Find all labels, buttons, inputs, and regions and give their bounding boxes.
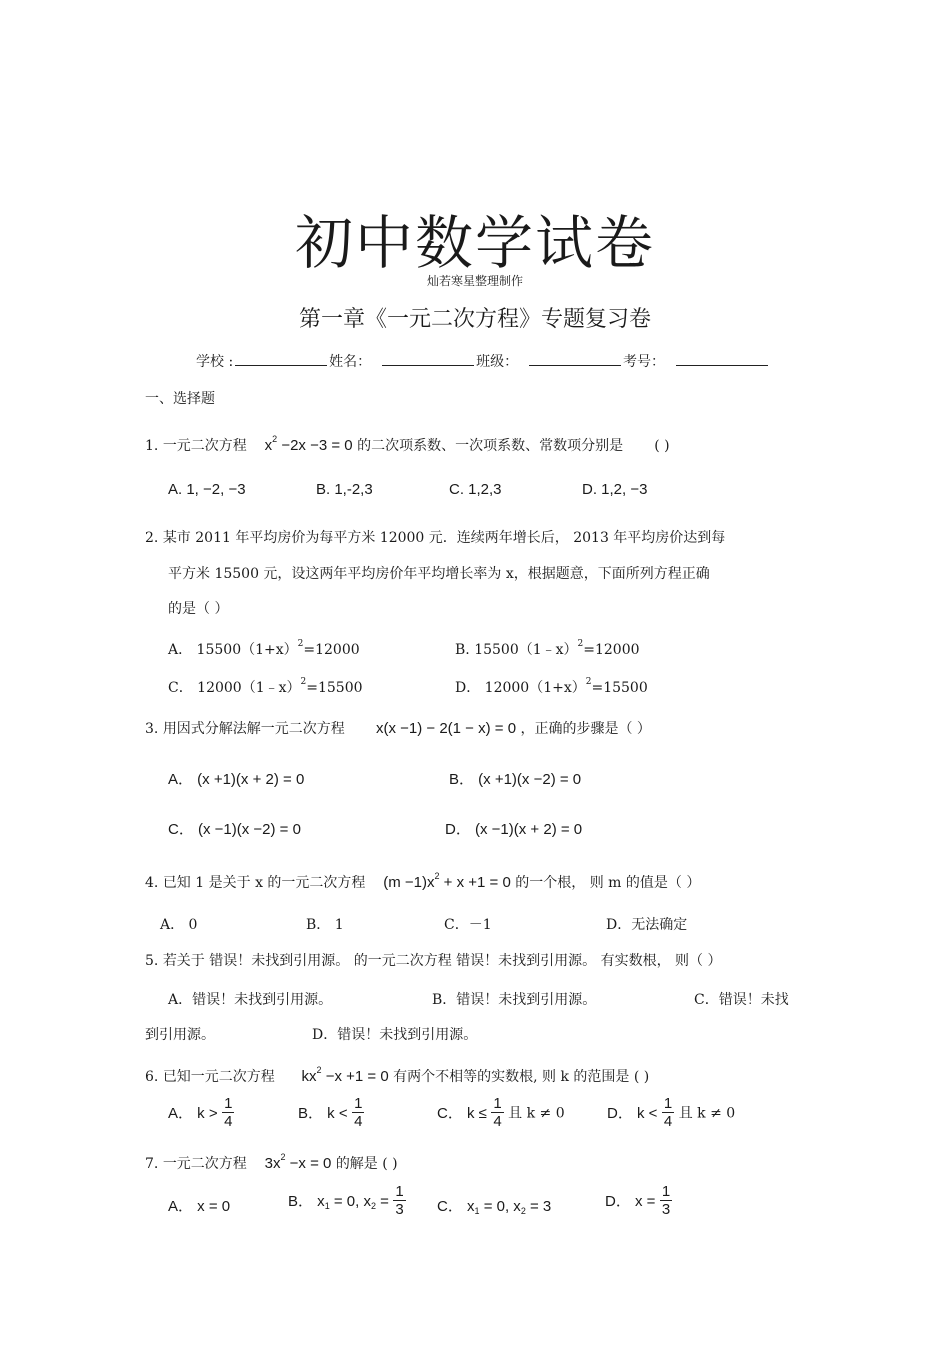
q7-option-d[interactable]: D． x = $\frac{1}{3}$ <box>605 1183 671 1218</box>
exam-no-blank[interactable] <box>676 353 768 366</box>
q7-option-a[interactable]: A． x = 0 <box>168 1198 231 1215</box>
question-3 <box>145 718 651 738</box>
fraction-one-third: $\frac{1}{3}$ <box>661 1183 671 1218</box>
q5-option-d[interactable]: D．错误！未找到引用源。 <box>312 1027 478 1043</box>
q6-prefix: 已知一元二次方程 <box>162 1069 275 1085</box>
q6-number: 6. <box>145 1069 159 1085</box>
q3-option-a[interactable]: A． (x +1)(x + 2) = 0 <box>168 771 305 788</box>
q1-number: 1. <box>145 438 159 454</box>
fraction-one-quarter: $\frac{1}{4}$ <box>493 1095 502 1130</box>
q4-suffix: 的一个根， 则 m 的值是（ ） <box>515 875 701 891</box>
name-blank[interactable] <box>382 353 474 366</box>
q1-answer-paren: ( ) <box>654 438 670 454</box>
q6-option-b[interactable]: B． k < $\frac{1}{4}$ <box>298 1095 363 1130</box>
q6-equation: $kx^2 -x +1 = 0$ <box>301 1065 389 1085</box>
q5-option-b[interactable]: B．错误！未找到引用源。 <box>432 992 597 1008</box>
name-label: 姓名： <box>329 354 372 370</box>
fraction-one-quarter: $\frac{1}{4}$ <box>354 1095 363 1130</box>
q2-line-2: 平方米 15500 元，设这两年平均房价年平均增长率为 x，根据题意，下面所列方程正确 <box>168 566 710 582</box>
q7-prefix: 一元二次方程 <box>162 1156 247 1172</box>
q1-option-a[interactable]: A. 1, −2, −3 <box>168 481 246 498</box>
student-info-line <box>196 351 770 371</box>
q3-option-d[interactable]: D． (x −1)(x + 2) = 0 <box>445 821 583 838</box>
q5-option-c[interactable]: C．错误！未找 <box>694 992 789 1008</box>
question-4 <box>145 871 700 892</box>
q4-option-d[interactable]: D．无法确定 <box>606 917 688 933</box>
q7-option-c[interactable]: C． $x_1 = 0$, $x_2 = 3$ <box>437 1198 552 1216</box>
q5-option-c-continued: 到引用源。 <box>145 1027 215 1043</box>
q4-option-b[interactable]: B． 1 <box>306 917 344 933</box>
question-5 <box>145 950 722 970</box>
q1-option-b[interactable]: B. 1,-2,3 <box>316 481 373 498</box>
q2-line-3: 的是（ ） <box>168 601 229 617</box>
subtitle: 灿若寒星整理制作 <box>426 274 523 288</box>
question-7 <box>145 1152 398 1173</box>
section-title: 一、选择题 <box>145 391 215 407</box>
question-2 <box>145 527 725 547</box>
q7-equation: $3x^2 -x = 0$ <box>264 1152 332 1172</box>
q1-prefix: 一元二次方程 <box>162 438 247 454</box>
q5-number: 5. <box>145 953 159 969</box>
q2-option-b[interactable]: B. 15500（1﹣x）$^2$=12000 <box>455 639 640 658</box>
q5-line-1: 若关于 错误！未找到引用源。 的一元二次方程 错误！未找到引用源。 有实数根， 则（ ） <box>162 953 722 969</box>
q6-suffix: 有两个不相等的实数根, 则 k 的范围是 ( ) <box>393 1069 650 1085</box>
q2-option-a[interactable]: A． $15500(1+x)^2=12000$ <box>168 639 360 658</box>
q3-option-c[interactable]: C． (x −1)(x −2) = 0 <box>168 821 301 838</box>
q4-prefix: 已知 1 是关于 x 的一元二次方程 <box>162 875 366 891</box>
school-label: 学校 : <box>196 354 234 370</box>
q1-option-d[interactable]: D. 1,2, −3 <box>582 481 648 498</box>
fraction-one-quarter: $\frac{1}{4}$ <box>663 1095 673 1130</box>
q4-equation: $(m -1)x^2 + x +1 = 0$ <box>383 871 511 891</box>
q3-prefix: 用因式分解法解一元二次方程 <box>162 721 345 737</box>
q2-option-d[interactable]: D． $12000(1+x)^2=15500$ <box>455 677 648 696</box>
q3-option-b[interactable]: B． (x +1)(x −2) = 0 <box>449 771 582 788</box>
q6-option-c[interactable]: C． k ≤ $\frac{1}{4}$ 且 k ≠ 0 <box>437 1095 565 1130</box>
fraction-one-third: $\frac{1}{3}$ <box>395 1183 404 1218</box>
q3-number: 3. <box>145 721 159 737</box>
q7-option-b[interactable]: B． $x_1 = 0$, $x_2$ = $\frac{1}{3}$ <box>288 1183 404 1218</box>
q2-line-1: 某市 2011 年平均房价为每平方米 12000 元．连续两年增长后， 2013 年平均房价达到每 <box>162 530 726 546</box>
q6-option-d[interactable]: D． k < $\frac{1}{4}$ 且 k ≠ 0 <box>607 1095 736 1130</box>
q2-number: 2. <box>145 530 159 546</box>
q7-number: 7. <box>145 1156 159 1172</box>
question-1 <box>145 434 670 455</box>
q3-equation: x(x −1) − 2(1 − x) = 0 <box>375 720 517 737</box>
q5-option-a[interactable]: A．错误！未找到引用源。 <box>168 992 333 1008</box>
q2-option-c[interactable]: C． 12000（1﹣x）$^2$=15500 <box>168 677 363 696</box>
q1-suffix: 的二次项系数、一次项系数、常数项分别是 <box>357 438 624 454</box>
school-blank[interactable] <box>235 353 327 366</box>
q6-option-a[interactable]: A． k > $\frac{1}{4}$ <box>168 1095 233 1130</box>
fraction-one-quarter: $\frac{1}{4}$ <box>224 1095 233 1130</box>
class-blank[interactable] <box>529 353 621 366</box>
q4-option-c[interactable]: C．－1 <box>444 917 492 933</box>
q4-number: 4. <box>145 875 159 891</box>
q3-suffix: ，正确的步骤是（ ） <box>520 721 651 737</box>
class-label: 班级： <box>476 354 519 370</box>
q7-suffix: 的解是 ( ) <box>335 1156 398 1172</box>
q1-option-c[interactable]: C. 1,2,3 <box>449 481 502 498</box>
question-6 <box>145 1065 649 1086</box>
exam-no-label: 考号： <box>622 354 665 370</box>
chapter-title: 第一章《一元二次方程》专题复习卷 <box>298 307 651 332</box>
page-title: 初中数学试卷 <box>294 209 655 277</box>
q1-equation: $x^2 -2x -3 = 0$ <box>264 434 353 454</box>
q4-option-a[interactable]: A． 0 <box>160 917 198 933</box>
